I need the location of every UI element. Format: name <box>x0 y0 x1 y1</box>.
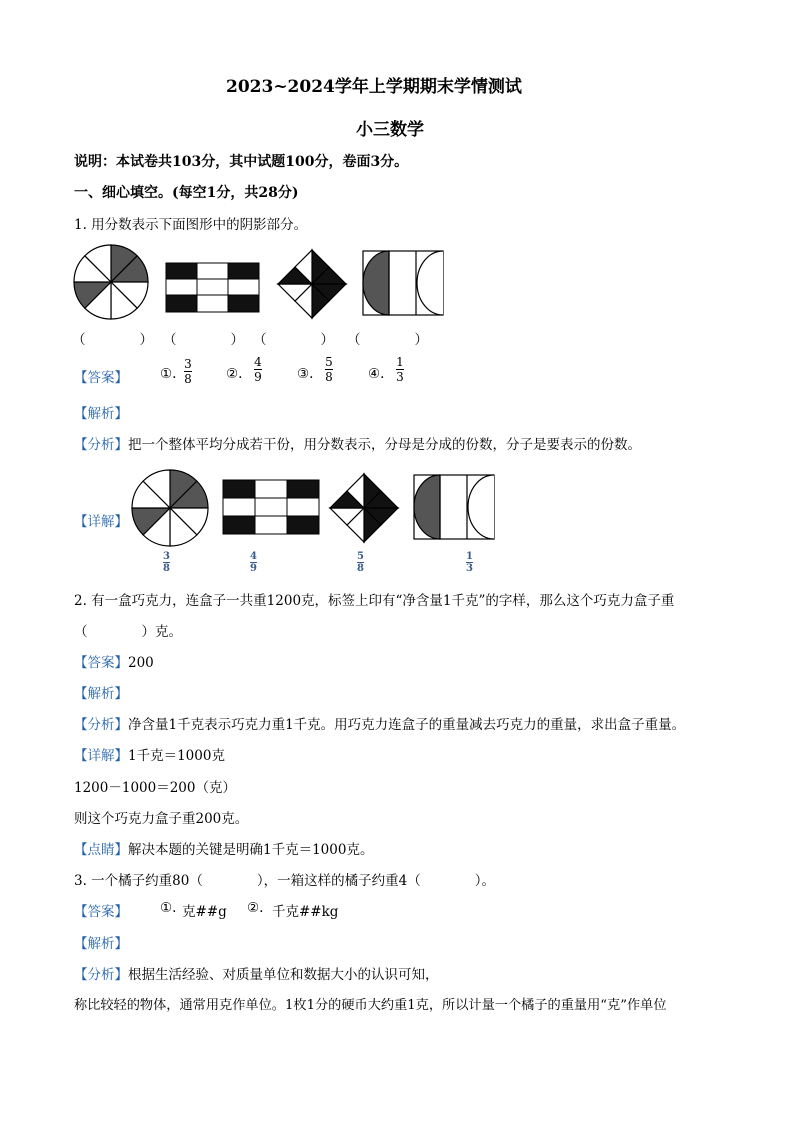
q3-answer-2: 千克##kg <box>272 904 339 920</box>
detail-fraction-4-denominator: 3 <box>466 563 473 574</box>
detail-fraction-2-denominator: 9 <box>250 563 257 574</box>
q1-prompt: 1. 用分数表示下面图形中的阴影部分。 <box>74 217 308 233</box>
detail-fraction-1-numerator: 3 <box>163 551 170 562</box>
section-heading: 一、细心填空。(每空1分，共28分) <box>74 185 299 201</box>
q1-answer-1-fraction <box>184 357 192 386</box>
q3-fenxi <box>74 963 439 983</box>
q1-answer-2-numerator: 4 <box>254 355 262 369</box>
detail-figure-rectangle <box>413 474 495 540</box>
detail-figure-circle <box>130 468 210 548</box>
q1-answer-2-fraction <box>254 355 262 384</box>
q1-blank-2[interactable]: （ ） <box>163 332 244 348</box>
q1-blank-3[interactable]: （ ） <box>253 332 334 348</box>
q3-fenxi-tag: 【分析】 <box>74 967 128 983</box>
q1-answer-4-fraction <box>396 355 404 384</box>
q2-detail-text: 1千克＝1000克 <box>128 748 225 764</box>
q2-analysis-tag: 【解析】 <box>74 686 128 702</box>
q1-analysis <box>74 433 641 453</box>
exam-note: 说明：本试卷共103分，其中试题100分，卷面3分。 <box>74 154 409 170</box>
detail-fraction-3-numerator: 5 <box>357 551 364 562</box>
q1-answer-3-denominator: 8 <box>325 370 333 384</box>
q2-tip-text: 解决本题的关键是明确1千克＝1000克。 <box>128 842 374 858</box>
q1-answer-1-number: ①. <box>160 366 177 382</box>
q3-answer-1: 克##g <box>182 904 227 920</box>
q2-fenxi-tag: 【分析】 <box>74 717 128 733</box>
q1-figure-rectangle <box>362 250 444 316</box>
q2-calculation: 1200－1000＝200（克） <box>74 780 236 796</box>
q2-fenxi <box>74 713 685 733</box>
q1-detail-tag: 【详解】 <box>74 514 128 530</box>
q1-answer-3-fraction <box>325 355 333 384</box>
q1-blank-4[interactable]: （ ） <box>347 332 428 348</box>
detail-fraction-3-denominator: 8 <box>357 563 364 574</box>
page-subtitle: 小三数学 <box>356 120 424 140</box>
q1-figure-circle <box>72 243 150 321</box>
q2-answer <box>74 651 154 671</box>
q2-fenxi-text: 净含量1千克表示巧克力重1千克。用巧克力连盒子的重量减去巧克力的重量，求出盒子重量。 <box>128 717 686 733</box>
q1-figure-diamond <box>276 248 348 320</box>
q2-answer-value: 200 <box>128 655 154 671</box>
q1-answer-tag: 【答案】 <box>74 370 128 386</box>
detail-fraction-2 <box>250 551 257 574</box>
q1-answer-4-number: ④. <box>368 366 385 382</box>
page-title: 2023~2024学年上学期期末学情测试 <box>226 77 522 97</box>
q1-blank-1[interactable]: （ ） <box>72 332 153 348</box>
q3-fenxi-text: 根据生活经验、对质量单位和数据大小的认识可知， <box>128 967 439 983</box>
q2-prompt-line-1: 2. 有一盒巧克力，连盒子一共重1200克，标签上印有“净含量1千克”的字样，那么这个巧克力盒子重 <box>74 593 675 609</box>
q3-analysis-tag: 【解析】 <box>74 936 128 952</box>
q2-answer-tag: 【答案】 <box>74 655 128 671</box>
q1-figure-grid <box>165 262 261 314</box>
q2-detail-tag: 【详解】 <box>74 748 128 764</box>
detail-fraction-1 <box>163 551 170 574</box>
q2-tip <box>74 838 373 858</box>
q1-answer-4-denominator: 3 <box>396 370 404 384</box>
q3-answer-tag: 【答案】 <box>74 904 128 920</box>
detail-figure-diamond <box>328 472 400 544</box>
q2-detail <box>74 744 225 764</box>
q1-fenxi-tag: 【分析】 <box>74 437 128 453</box>
q2-tip-tag: 【点睛】 <box>74 842 128 858</box>
detail-fraction-1-denominator: 8 <box>163 563 170 574</box>
q1-answer-2-number: ②. <box>226 366 243 382</box>
q3-prompt[interactable]: 3. 一个橘子约重80（ ），一箱这样的橘子约重4（ ）。 <box>74 873 495 889</box>
q1-fenxi-text: 把一个整体平均分成若干份，用分数表示，分母是分成的份数，分子是要表示的份数。 <box>128 437 641 453</box>
q3-answer-2-number: ②. <box>247 900 264 916</box>
detail-fraction-3 <box>357 551 364 574</box>
q1-answer-4-numerator: 1 <box>396 355 404 369</box>
q2-prompt-line-2[interactable]: （ ）克。 <box>74 624 182 640</box>
q1-answer-2-denominator: 9 <box>254 370 262 384</box>
q1-answer-1-denominator: 8 <box>184 372 192 386</box>
q1-analysis-tag: 【解析】 <box>74 406 128 422</box>
q1-answer-3-numerator: 5 <box>325 355 333 369</box>
q3-answer-1-number: ①. <box>160 900 177 916</box>
q3-continuation: 称比较轻的物体，通常用克作单位。1枚1分的硬币大约重1克，所以计量一个橘子的重量用“克”作单位 <box>74 998 667 1013</box>
detail-fraction-2-numerator: 4 <box>250 551 257 562</box>
q1-answer-3-number: ③. <box>297 366 314 382</box>
detail-fraction-4-numerator: 1 <box>466 551 473 562</box>
detail-figure-grid <box>222 479 320 535</box>
q2-conclusion: 则这个巧克力盒子重200克。 <box>74 811 249 827</box>
q1-answer-1-numerator: 3 <box>184 357 192 371</box>
q3-answer <box>74 900 128 920</box>
detail-fraction-4 <box>466 551 473 574</box>
